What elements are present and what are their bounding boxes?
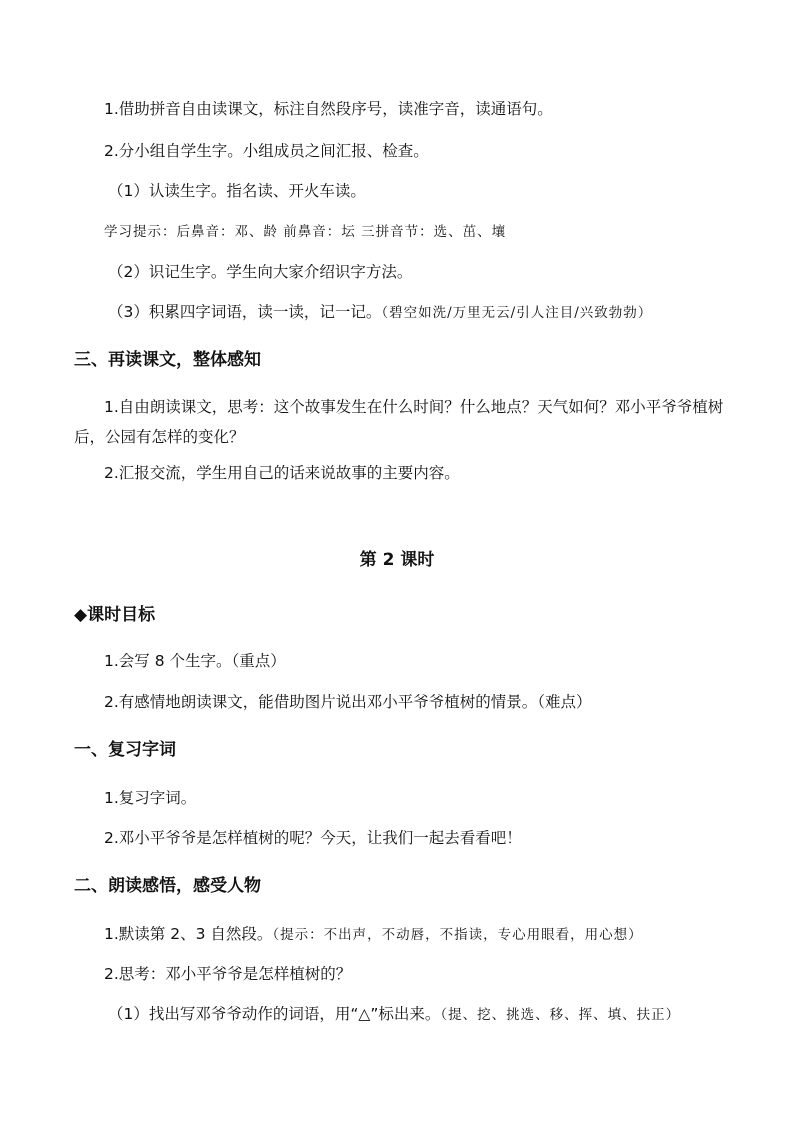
review-step-2: 2.邓小平爷爷是怎样植树的呢？今天，让我们一起去看看吧！ [104, 829, 522, 847]
study-hint-text [104, 222, 506, 242]
reading-substep-1-main: （1）找出写邓爷爷动作的词语，用“△”标出来。 [108, 1005, 441, 1023]
lesson-goal-1: 1.会写 8 个生字。（重点） [104, 652, 286, 670]
reading-step-1-main: 1.默读第 2、3 自然段。 [104, 925, 273, 943]
lesson-title: 第 2 课时 [359, 550, 435, 570]
reading-step-1 [104, 924, 643, 945]
reread-question-text: 1.自由朗读课文，思考：这个故事发生在什么时间？什么地点？天气如何？邓小平爷爷植树后，公园有怎样的变化？ [74, 398, 724, 446]
section-heading-review: 一、复习字词 [74, 740, 176, 760]
section-heading-reading: 二、朗读感悟，感受人物 [74, 876, 261, 896]
step-1-text: 1.借助拼音自由读课文，标注自然段序号，读准字音，读通语句。 [104, 100, 553, 118]
reading-substep-1-words: （提、挖、挑选、移、挥、填、扶正） [440, 1007, 681, 1023]
substep-1-text: （1）认读生字。指名读、开火车读。 [108, 182, 366, 200]
review-step-1: 1.复习字词。 [104, 789, 197, 807]
reading-step-1-hint: （提示：不出声，不动唇，不指读，专心用眼看，用心想） [272, 927, 643, 943]
substep-3-word-list: （碧空如洗/万里无云/引人注目/兴致勃勃） [381, 305, 653, 321]
substep-3-text [108, 302, 652, 323]
section-heading-reread: 三、再读课文，整体感知 [74, 350, 261, 370]
substep-2-text: （2）识记生字。学生向大家介绍识字方法。 [108, 263, 413, 281]
lesson-goal-heading: ◆课时目标 [74, 605, 156, 625]
study-hint-content: 学习提示：后鼻音：邓、龄 前鼻音：坛 三拼音节：选、茁、壤 [104, 224, 507, 240]
reread-report-text: 2.汇报交流，学生用自己的话来说故事的主要内容。 [104, 464, 460, 482]
reading-step-2: 2.思考：邓小平爷爷是怎样植树的？ [104, 965, 352, 983]
step-2-text: 2.分小组自学生字。小组成员之间汇报、检查。 [104, 142, 429, 160]
lesson-goal-2: 2.有感情地朗读课文，能借助图片说出邓小平爷爷植树的情景。（难点） [104, 693, 592, 711]
reading-substep-1 [108, 1004, 680, 1025]
substep-3-main: （3）积累四字词语，读一读，记一记。 [108, 303, 382, 321]
